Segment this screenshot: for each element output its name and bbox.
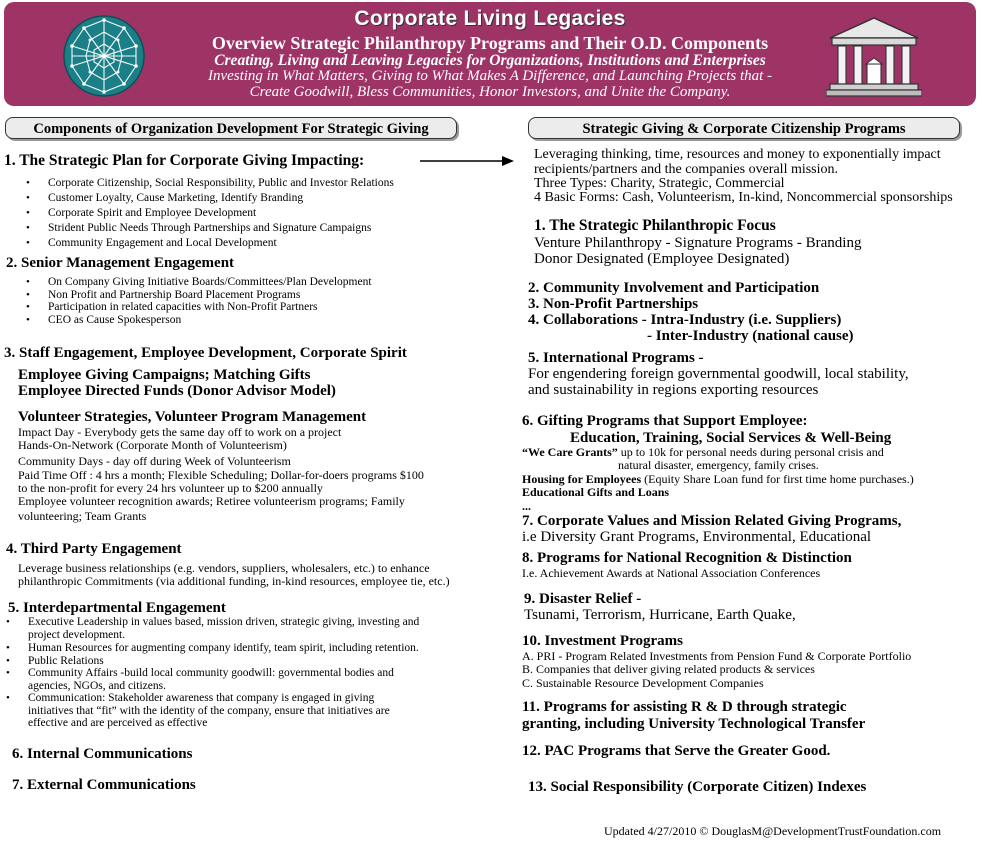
banner-motto-line2: Create Goodwill, Bless Communities, Honor Investors, and Unite the Company. <box>249 84 731 100</box>
program-8-title: 8. Programs for National Recognition & Distinction <box>522 550 852 566</box>
list-item: • Participation in related capacities with Non-Profit Partners <box>20 301 372 314</box>
list-item: • CEO as Cause Spokesperson <box>20 314 372 327</box>
list-item: • Customer Loyalty, Cause Marketing, Identify Branding <box>20 191 394 206</box>
program-2-title: 2. Community Involvement and Participation <box>528 280 820 296</box>
right-column-header: Strategic Giving & Corporate Citizenship Programs <box>528 117 960 139</box>
banner-motto-line1: Investing in What Matters, Giving to What Makes A Difference, and Launching Projects that - <box>207 68 773 84</box>
volunteer-line: volunteering; Team Grants <box>18 509 147 523</box>
section-1-title: 1. The Strategic Plan for Corporate Giving Impacting: <box>4 152 365 169</box>
program-1-line: Donor Designated (Employee Designated) <box>534 251 790 267</box>
title-banner <box>4 2 976 106</box>
section-6-title: 6. Internal Communications <box>12 746 193 762</box>
list-item: • Communication: Stakeholder awareness that company is engaged in giving initiatives that “fit” with the identity of the company, ensure that initiatives are effective and are perceived as effective <box>0 692 419 730</box>
left-column-header: Components of Organization Development For Strategic Giving <box>5 117 457 139</box>
program-4-subtitle: - Inter-Industry (national cause) <box>647 328 854 344</box>
program-11-title: 11. Programs for assisting R & D through strategic <box>522 699 847 715</box>
program-9-line: Tsunami, Terrorism, Hurricane, Earth Quake, <box>524 607 796 623</box>
program-10-line: B. Companies that deliver giving related products & services <box>522 662 815 676</box>
section-3-title: 3. Staff Engagement, Employee Development, Corporate Spirit <box>4 345 407 361</box>
intro-line: 4 Basic Forms: Cash, Volunteerism, In-kind, Noncommercial sponsorships <box>534 190 953 205</box>
housing-for-employees: Housing for Employees (Equity Share Loan fund for first time home purchases.) <box>522 472 914 486</box>
volunteer-line: Employee volunteer recognition awards; Retiree volunteerism programs; Family <box>18 494 405 508</box>
program-6-title: 6. Gifting Programs that Support Employee: <box>522 413 808 429</box>
program-7-line: i.e Diversity Grant Programs, Environmental, Educational <box>522 529 872 545</box>
program-4-title: 4. Collaborations - Intra-Industry (i.e. Suppliers) <box>528 312 842 328</box>
section-3-subtitle-1: Employee Giving Campaigns; Matching Gifts <box>18 367 311 383</box>
program-12-title: 12. PAC Programs that Serve the Greater Good. <box>522 743 831 759</box>
section-7-title: 7. External Communications <box>12 777 196 793</box>
intro-line: recipients/partners and the companies overall mission. <box>534 162 839 177</box>
arrow-icon <box>420 154 514 168</box>
educational-gifts: Educational Gifts and Loans <box>522 485 670 499</box>
section-5-title: 5. Interdepartmental Engagement <box>8 600 226 616</box>
section-4-line: Leverage business relationships (e.g. vendors, suppliers, wholesalers, etc.) to enhance <box>18 561 430 575</box>
volunteer-line: to the non-profit for every 24 hrs volunteer up to $200 annually <box>18 481 323 495</box>
banner-tagline: Creating, Living and Leaving Legacies for Organizations, Institutions and Enterprises <box>214 52 766 69</box>
volunteer-line: Community Days - day off during Week of Volunteerism <box>18 454 291 468</box>
section-4-line: philanthropic Commitments (via additional funding, in-kind resources, employee tie, etc.) <box>18 574 450 588</box>
program-13-title: 13. Social Responsibility (Corporate Citizen) Indexes <box>528 779 867 795</box>
list-item: • Community Affairs -build local community goodwill: governmental bodies and agencies, NGOs, and citizens. <box>0 667 419 692</box>
volunteer-line: Impact Day - Everybody gets the same day off to work on a project <box>18 425 342 439</box>
list-item: • Corporate Spirit and Employee Development <box>20 206 394 221</box>
section-2-title: 2. Senior Management Engagement <box>6 255 235 271</box>
list-item: • On Company Giving Initiative Boards/Committees/Plan Development <box>20 276 372 289</box>
list-item: • Community Engagement and Local Development <box>20 236 394 251</box>
brand-title: Corporate Living Legacies <box>354 7 626 30</box>
program-7-title: 7. Corporate Values and Mission Related Giving Programs, <box>522 513 902 529</box>
program-3-title: 3. Non-Profit Partnerships <box>528 296 699 312</box>
volunteer-title: Volunteer Strategies, Volunteer Program Management <box>18 409 367 425</box>
section-1-list <box>20 176 394 251</box>
section-3-subtitle-2: Employee Directed Funds (Donor Advisor Model) <box>18 383 336 399</box>
banner-subtitle: Overview Strategic Philanthropy Programs and Their O.D. Components <box>211 33 769 53</box>
section-2-list <box>20 276 372 326</box>
list-item: • Strident Public Needs Through Partnerships and Signature Campaigns <box>20 221 394 236</box>
program-11-title-line2: granting, including University Technological Transfer <box>522 716 866 732</box>
we-care-grants: “We Care Grants” up to 10k for personal needs during personal crisis and <box>522 445 884 459</box>
program-5-line: For engendering foreign governmental goodwill, local stability, <box>528 366 909 382</box>
section-5-list <box>0 616 419 730</box>
we-care-grants-line2: natural disaster, emergency, family crises. <box>618 458 819 472</box>
section-4-title: 4. Third Party Engagement <box>6 541 182 557</box>
program-10-line: A. PRI - Program Related Investments from Pension Fund & Corporate Portfolio <box>522 649 912 663</box>
volunteer-line: Hands-On-Network (Corporate Month of Volunteerism) <box>18 438 287 452</box>
program-10-line: C. Sustainable Resource Development Companies <box>522 676 764 690</box>
temple-icon <box>826 16 922 98</box>
intro-line: Leveraging thinking, time, resources and money to exponentially impact <box>534 147 941 162</box>
program-6-subtitle: Education, Training, Social Services & Well-Being <box>570 430 892 446</box>
footer-credit: Updated 4/27/2010 © DouglasM@DevelopmentTrustFoundation.com <box>604 824 942 838</box>
program-9-title: 9. Disaster Relief - <box>524 591 642 607</box>
list-item: • Public Relations <box>0 655 419 668</box>
program-8-line: I.e. Achievement Awards at National Association Conferences <box>522 566 821 580</box>
volunteer-line: Paid Time Off : 4 hrs a month; Flexible Scheduling; Dollar-for-doers programs $100 <box>18 468 424 482</box>
program-5-title: 5. International Programs - <box>528 350 704 366</box>
program-1-title: 1. The Strategic Philanthropic Focus <box>534 217 776 234</box>
program-1-line: Venture Philanthropy - Signature Programs - Branding <box>534 235 862 251</box>
ellipsis: ... <box>522 499 531 513</box>
list-item: • Human Resources for augmenting company identify, team spirit, including retention. <box>0 642 419 655</box>
intro-line: Three Types: Charity, Strategic, Commercial <box>534 176 785 191</box>
list-item: • Corporate Citizenship, Social Responsibility, Public and Investor Relations <box>20 176 394 191</box>
program-10-title: 10. Investment Programs <box>522 633 683 649</box>
list-item: • Executive Leadership in values based, mission driven, strategic giving, investing and project development. <box>0 616 419 641</box>
list-item: • Non Profit and Partnership Board Placement Programs <box>20 289 372 302</box>
program-5-line: and sustainability in regions exporting resources <box>528 382 819 398</box>
